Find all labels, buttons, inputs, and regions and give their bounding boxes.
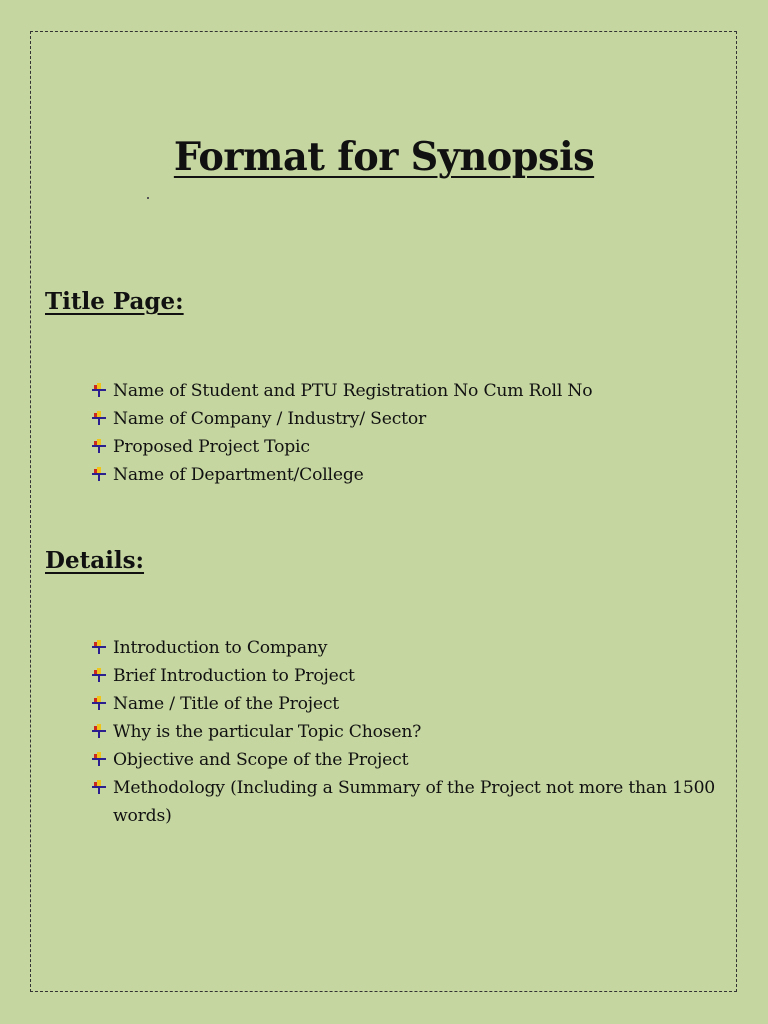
plus-bullet-icon bbox=[91, 723, 107, 739]
plus-bullet-icon bbox=[91, 382, 107, 398]
list-item bbox=[90, 690, 730, 718]
document-title: Format for Synopsis bbox=[173, 134, 595, 180]
plus-bullet-icon bbox=[91, 667, 107, 683]
list-item-text: Name of Company / Industry/ Sector bbox=[113, 409, 427, 429]
details-list bbox=[90, 634, 730, 830]
list-item-text: Proposed Project Topic bbox=[113, 437, 310, 457]
plus-bullet-icon bbox=[91, 438, 107, 454]
list-item-text: Introduction to Company bbox=[113, 638, 328, 658]
list-item bbox=[90, 433, 730, 461]
list-item bbox=[90, 718, 730, 746]
stray-dot bbox=[147, 197, 149, 199]
list-item bbox=[90, 662, 730, 690]
list-item bbox=[90, 461, 730, 489]
title-page-list bbox=[90, 377, 730, 489]
list-item-text: Name of Department/College bbox=[113, 465, 364, 485]
list-item bbox=[90, 377, 730, 405]
list-item bbox=[90, 634, 730, 662]
plus-bullet-icon bbox=[91, 695, 107, 711]
plus-bullet-icon bbox=[91, 639, 107, 655]
plus-bullet-icon bbox=[91, 466, 107, 482]
list-item-text: Name / Title of the Project bbox=[113, 694, 340, 714]
list-item bbox=[90, 774, 730, 830]
section-heading-details: Details: bbox=[45, 547, 145, 574]
list-item-text: Methodology (Including a Summary of the Project not more than 1500 words) bbox=[113, 778, 716, 826]
list-item bbox=[90, 405, 730, 433]
plus-bullet-icon bbox=[91, 751, 107, 767]
list-item-text: Objective and Scope of the Project bbox=[113, 750, 409, 770]
list-item-text: Name of Student and PTU Registration No Cum Roll No bbox=[113, 381, 593, 401]
list-item-text: Why is the particular Topic Chosen? bbox=[113, 722, 422, 742]
list-item-text: Brief Introduction to Project bbox=[113, 666, 355, 686]
plus-bullet-icon bbox=[91, 410, 107, 426]
list-item bbox=[90, 746, 730, 774]
section-heading-title-page: Title Page: bbox=[45, 288, 184, 315]
plus-bullet-icon bbox=[91, 779, 107, 795]
